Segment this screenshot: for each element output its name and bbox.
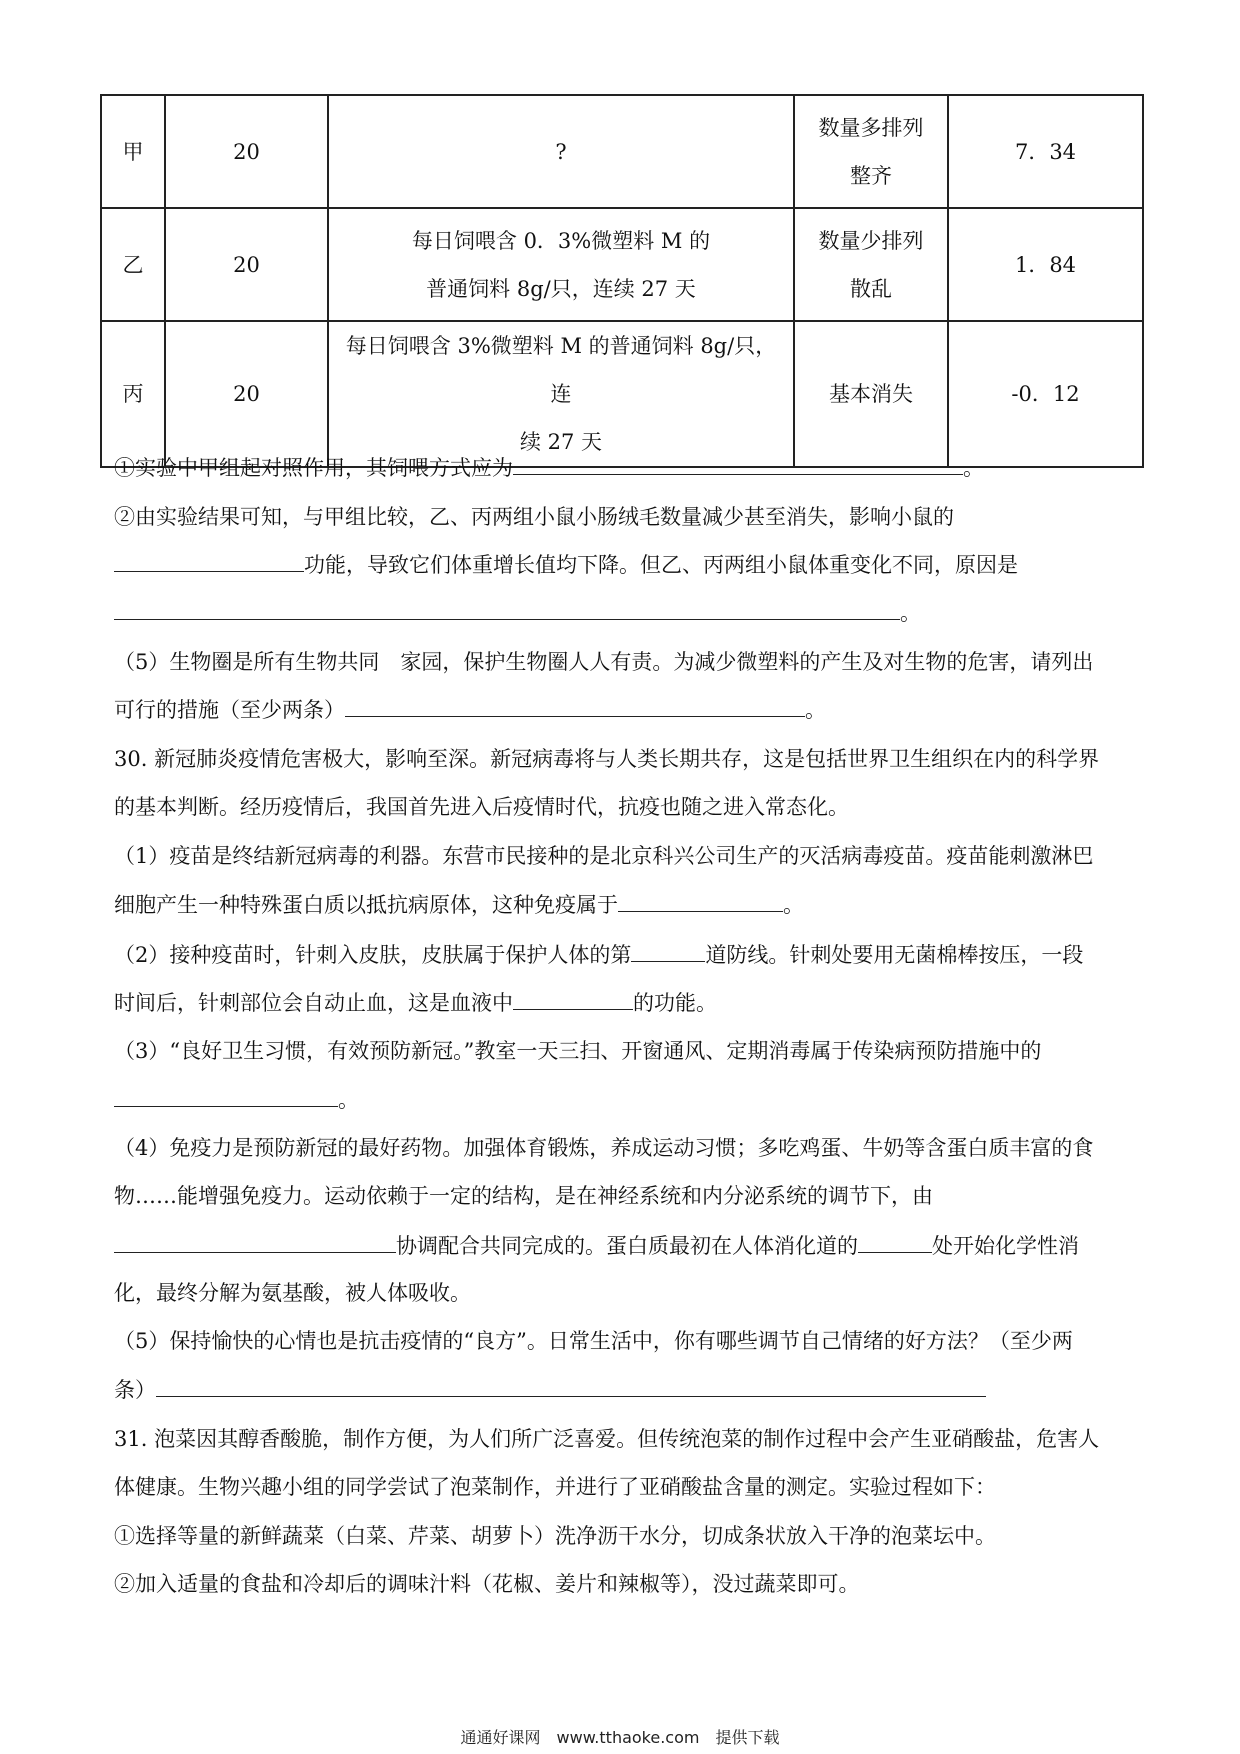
table-row [101,321,1143,467]
villi-cell [794,208,948,321]
question-line: ②由实验结果可知，与甲组比较，乙、丙两组小鼠小肠绒毛数量减少甚至消失，影响小鼠的 [114,505,954,529]
group-cell: 乙 [101,208,165,321]
villi-cell [794,95,948,208]
villi-line-2: 整齐 [850,163,892,188]
answer-blank[interactable] [513,987,633,1010]
weight-cell: 7．34 [948,95,1143,208]
footer-watermark: 通通好课网 www.tthaoke.com 提供下载 [460,1728,780,1747]
answer-blank[interactable] [114,1084,338,1107]
group-cell: 丙 [101,321,165,467]
count-cell: 20 [165,208,328,321]
question-line: 功能，导致它们体重增长值均下降。但乙、丙两组小鼠体重变化不同，原因是 [114,549,1130,580]
question-31-line: 31. 泡菜因其醇香酸脆，制作方便，为人们所广泛喜爱。但传统泡菜的制作过程中会产生亚硝酸盐，危害人 [114,1427,1100,1451]
question-line: 细胞产生一种特殊蛋白质以抵抗病原体，这种免疫属于 。 [114,889,1130,920]
question-line: （5）保持愉快的心情也是抗击疫情的“良方”。日常生活中，你有哪些调节自己情绪的好方法？（至少两 [114,1329,1073,1353]
question-line: 协调配合共同完成的。蛋白质最初在人体消化道的 处开始化学性消 [114,1230,1130,1261]
weight-cell: -0．12 [948,321,1143,467]
method-line-1: 每日饲喂含 0．3%微塑料 M 的 [411,228,711,253]
question-line: （4）免疫力是预防新冠的最好药物。加强体育锻炼，养成运动习惯；多吃鸡蛋、牛奶等含蛋白质丰富的食 [114,1136,1094,1160]
method-cell [328,208,794,321]
question-31-line: ①选择等量的新鲜蔬菜（白菜、芹菜、胡萝卜）洗净沥干水分，切成条状放入干净的泡菜坛中。 [114,1524,996,1548]
question-line: （2）接种疫苗时，针刺入皮肤，皮肤属于保护人体的第 道防线。针刺处要用无菌棉棒按压，一段 [114,939,1130,970]
villi-line-1: 数量多排列 [818,115,924,140]
method-line-2: 续 27 天 [519,430,603,454]
table-row [101,208,1143,321]
question-31-line: 体健康。生物兴趣小组的同学尝试了泡菜制作，并进行了亚硝酸盐含量的测定。实验过程如下： [114,1475,996,1499]
question-line: 物……能增强免疫力。运动依赖于一定的结构，是在神经系统和内分泌系统的调节下，由 [114,1184,933,1208]
question-line: 化，最终分解为氨基酸，被人体吸收。 [114,1281,471,1305]
answer-blank[interactable] [618,889,783,912]
question-30-line: 的基本判断。经历疫情后，我国首先进入后疫情时代，抗疫也随之进入常态化。 [114,795,849,819]
answer-blank[interactable] [114,549,304,572]
count-cell: 20 [165,95,328,208]
weight-cell: 1．84 [948,208,1143,321]
group-cell: 甲 [101,95,165,208]
method-line-1: 每日饲喂含 3%微塑料 M 的普通饲料 8g/只，连 [345,334,777,406]
answer-blank[interactable] [631,939,705,962]
method-cell: ? [328,95,794,208]
answer-blank[interactable] [156,1374,986,1397]
question-31-line: ②加入适量的食盐和冷却后的调味汁料（花椒、姜片和辣椒等），没过蔬菜即可。 [114,1572,860,1596]
answer-blank[interactable] [858,1230,932,1253]
villi-line-1: 数量少排列 [818,228,924,253]
question-line: 条） [114,1374,1130,1405]
question-line: 时间后，针刺部位会自动止血，这是血液中 的功能。 [114,987,1130,1018]
experiment-table [100,94,1144,468]
villi-cell: 基本消失 [794,321,948,467]
answer-blank[interactable] [345,694,805,717]
villi-line-2: 散乱 [850,276,892,301]
answer-blank[interactable] [513,452,963,475]
answer-blank[interactable] [114,597,900,620]
question-line: ①实验中甲组起对照作用，其饲喂方式应为 。 [114,452,1130,483]
answer-blank[interactable] [114,1230,396,1253]
question-30-line: 30. 新冠肺炎疫情危害极大，影响至深。新冠病毒将与人类长期共存，这是包括世界卫生组织在内的科学界 [114,747,1100,771]
method-cell [328,321,794,467]
question-line: （1）疫苗是终结新冠病毒的利器。东营市民接种的是北京科兴公司生产的灭活病毒疫苗。疫苗能刺激淋巴 [114,844,1094,868]
question-line: 。 [114,1084,1130,1115]
question-line: （3）“良好卫生习惯，有效预防新冠。”教室一天三扫、开窗通风、定期消毒属于传染病预防措施中的 [114,1039,1042,1063]
method-line-2: 普通饲料 8g/只，连续 27 天 [426,276,696,301]
table-row [101,95,1143,208]
question-line: 。 [114,597,1130,628]
question-line: （5）生物圈是所有生物共同 家园，保护生物圈人人有责。为减少微塑料的产生及对生物的危害，请列出 [114,650,1094,674]
question-line: 可行的措施（至少两条） 。 [114,694,1130,725]
count-cell: 20 [165,321,328,467]
